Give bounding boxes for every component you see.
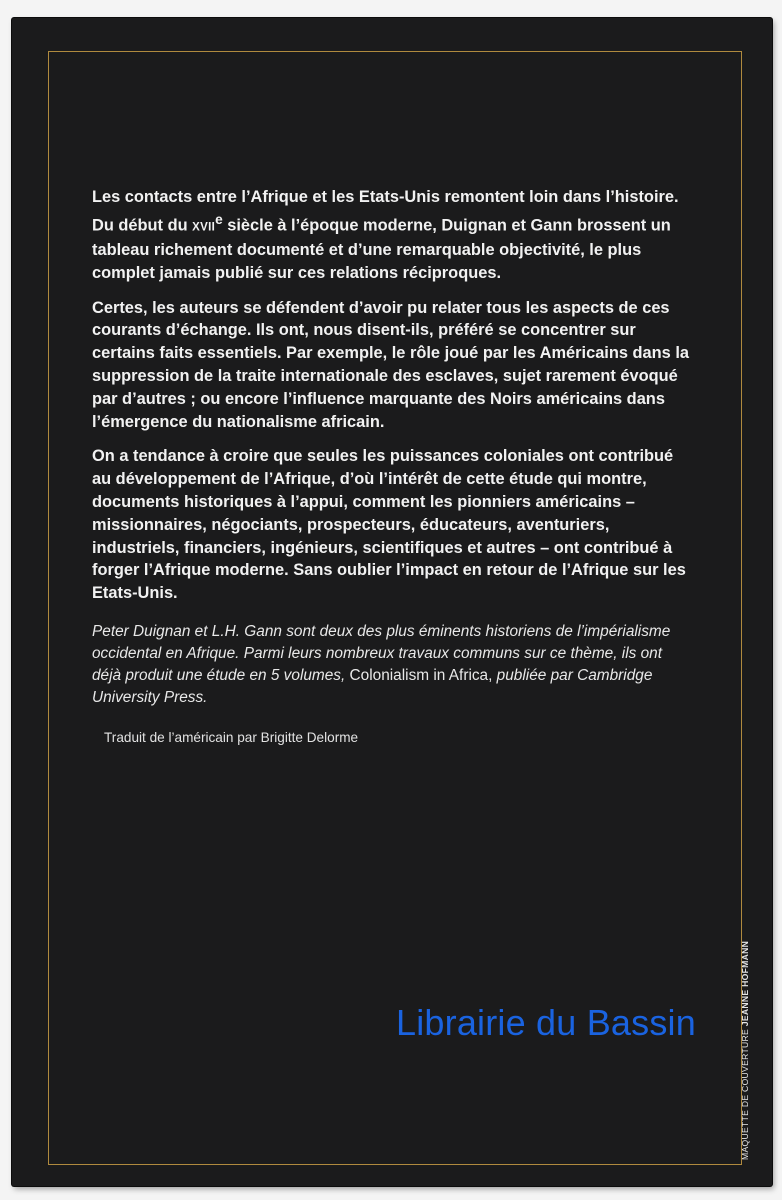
cover-design-credit: [740, 941, 750, 1160]
blurb-paragraph-2: Certes, les auteurs se défendent d’avoir pu relater tous les aspects de ces courants d’échange. Ils ont, nous disent-ils, préféré se concentrer sur certains faits essentiels. Par exemple, le rôle joué par les Américains dans la suppression de la traite internationale des esclaves, sujet rarement évoqué par d’autres ; ou encore l’influence marquante des Noirs américains dans l’émergence du nationalisme africain.: [92, 298, 690, 431]
cover-credit-designer: JEANNE HOFMANN: [740, 940, 750, 1027]
blurb-text-block: [92, 186, 692, 709]
book-title: Colonialism in Africa,: [349, 667, 493, 685]
blurb-paragraph-1-end: siècle à l’époque moderne, Duignan et Gann brossent un tableau richement documenté et d’une remarquable objectivité, le plus complet jamais publié sur ces relations réciproques.: [92, 216, 671, 282]
blurb-paragraph-1: [92, 186, 692, 285]
blurb-paragraph-1-start: Les contacts entre l’Afrique et les Etats-Unis remontent loin dans l’histoire. Du début du: [92, 188, 679, 235]
century-numeral: XVII: [192, 221, 216, 234]
blurb-paragraph-3: On a tendance à croire que seules les puissances coloniales ont contribué au développement de l’Afrique, d’où l’intérêt de cette étude qui montre, documents historiques à l’appui, comment les pionniers américains – missionnaires, négociants, prospecteurs, éducateurs, aventuriers, industriels, financiers, ingénieurs, scientifiques et autres – ont contribué à forger l’Afrique moderne. Sans oublier l’impact en retour de l’Afrique sur les Etats-Unis.: [92, 447, 686, 603]
bookshop-watermark: Librairie du Bassin: [396, 1002, 696, 1043]
author-bio: [92, 621, 692, 709]
author-bio-text: Peter Duignan et L.H. Gann sont deux des plus éminents historiens de l’impérialisme occidental en Afrique. Parmi leurs nombreux travaux communs sur ce thème, ils ont déjà produit une étude en 5 volumes,: [92, 623, 671, 685]
cover-credit-label: MAQUETTE DE COUVERTURE: [740, 1028, 750, 1160]
translator-note: Traduit de l’américain par Brigitte Delorme: [104, 730, 359, 745]
century-superscript: e: [215, 211, 223, 227]
author-bio-end: publiée par Cambridge University Press.: [92, 667, 653, 707]
